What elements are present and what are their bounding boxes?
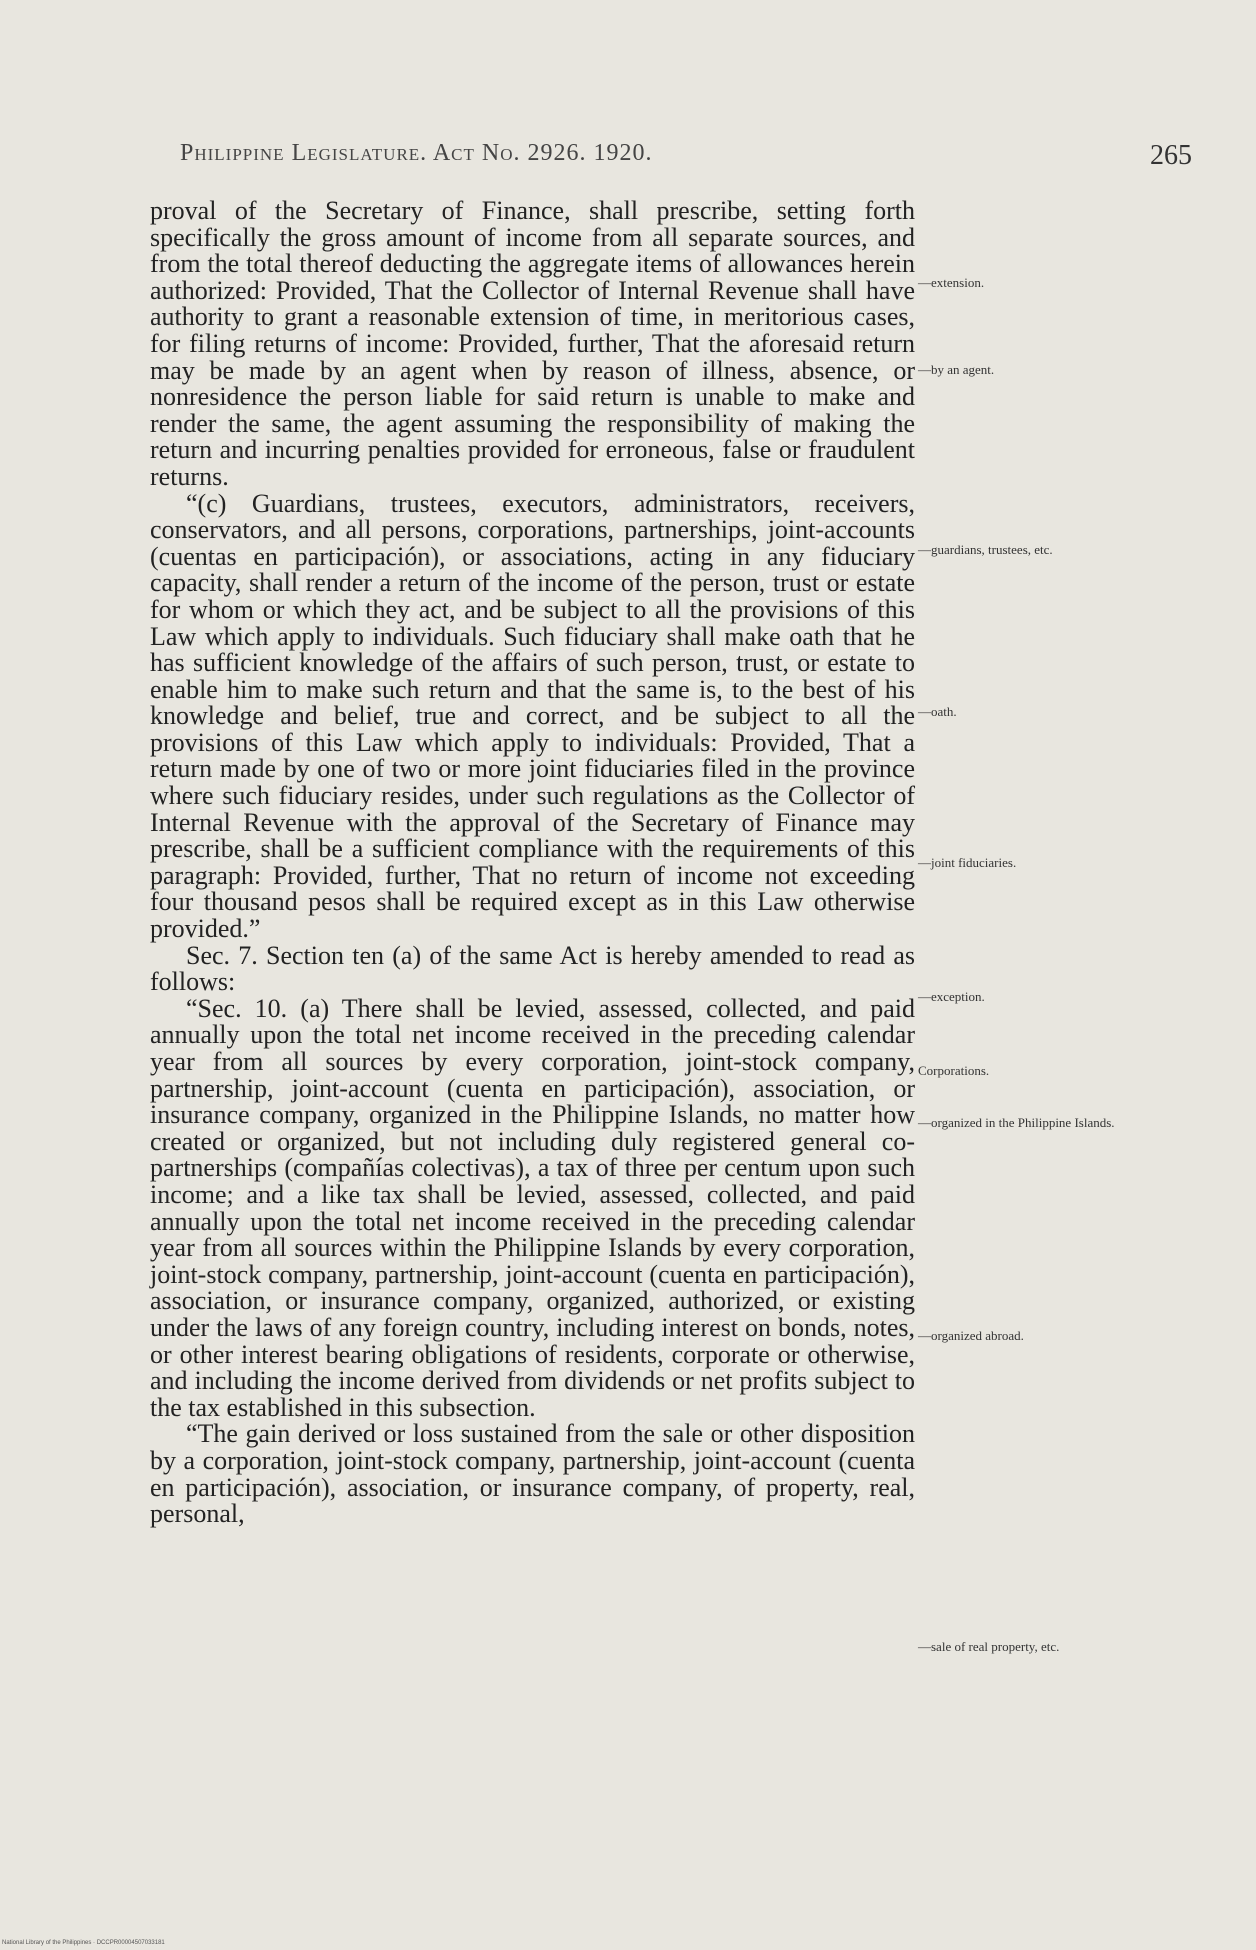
margin-note-organized-abroad: —organized abroad.	[918, 1328, 1024, 1343]
paragraph-4: “Sec. 10. (a) There shall be levied, assessed, collected, and paid annually upon the total net income received in the preceding calendar year from all sources by every corporation, joint-stock company, partnership, joint-account (cuenta en participación), association, or insurance company, organized in the Philippine Islands, no matter how created or organized, but not including duly registered general co-partnerships (compañías colectivas), a tax of three per centum upon such income; and a like tax shall be levied, assessed, collected, and paid annually upon the total net income received in the preceding calendar year from all sources within the Philippine Islands by every corporation, joint-stock company, partnership, joint-account (cuenta en participación), association, or insurance company, organized, authorized, or existing under the laws of any foreign country, including interest on bonds, notes, or other interest bearing obligations of residents, corporate or otherwise, and including the income derived from dividends or net profits subject to the tax established in this subsection.	[150, 993, 915, 1422]
margin-note-extension: —extension.	[918, 275, 985, 290]
margin-note-oath: —oath.	[918, 704, 957, 719]
body-text	[150, 198, 915, 1528]
footer-credit: National Library of the Philippines · DCCPR00004507033181	[2, 1940, 165, 1946]
paragraph-3: Sec. 7. Section ten (a) of the same Act is hereby amended to read as follows:	[150, 940, 915, 997]
paragraph-5: “The gain derived or loss sustained from the sale or other disposition by a corporation, joint-stock company, partnership, joint-account (cuenta en participación), association, or insurance company, of property, real, personal,	[150, 1419, 915, 1529]
margin-note-guardians: —guardians, trustees, etc.	[918, 542, 1053, 557]
margin-note-joint-fiduciaries: —joint fiduciaries.	[918, 855, 1017, 870]
paragraph-2: “(c) Guardians, trustees, executors, administrators, receivers, conservators, and all persons, corporations, partnerships, joint-accounts (cuentas en participación), or associations, acting in any fiduciary capacity, shall render a return of the income of the person, trust or estate for whom or which they act, and be subject to all the provisions of this Law which apply to individuals. Such fiduciary shall make oath that he has sufficient knowledge of the affairs of such person, trust, or estate to enable him to make such return and that the same is, to the best of his knowledge and belief, true and correct, and be subject to all the provisions of this Law which apply to individuals: Provided, That a return made by one of two or more joint fiduciaries filed in the province where such fiduciary resides, under such regulations as the Collector of Internal Revenue with the approval of the Secretary of Finance may prescribe, shall be a sufficient compliance with the requirements of this paragraph: Provided, further, That no return of income not exceeding four thousand pesos shall be required except as in this Law otherwise provided.”	[150, 488, 915, 944]
margin-note-organized-philippines: —organized in the Philippine Islands.	[918, 1115, 1115, 1130]
margin-note-sale-property: —sale of real property, etc.	[918, 1639, 1060, 1654]
running-head: Philippine Legislature. Act No. 2926. 1920.	[180, 140, 653, 166]
margin-note-corporations: Corporations.	[918, 1063, 990, 1078]
margin-note-agent: —by an agent.	[918, 362, 995, 377]
paragraph-1: proval of the Secretary of Finance, shall prescribe, setting forth specifically the gross amount of income from all separate sources, and from the total thereof deducting the aggregate items of allowances herein authorized: Provided, That the Collector of Internal Revenue shall have authority to grant a reasonable extension of time, in meritorious cases, for filing returns of income: Provided, further, That the aforesaid return may be made by an agent when by reason of illness, absence, or nonresidence the person liable for said return is unable to make and render the same, the agent assuming the responsibility of making the return and incurring penalties provided for erroneous, false or fraudulent returns.	[150, 196, 915, 491]
margin-note-exception: —exception.	[918, 989, 985, 1004]
page-number: 265	[1150, 140, 1192, 171]
